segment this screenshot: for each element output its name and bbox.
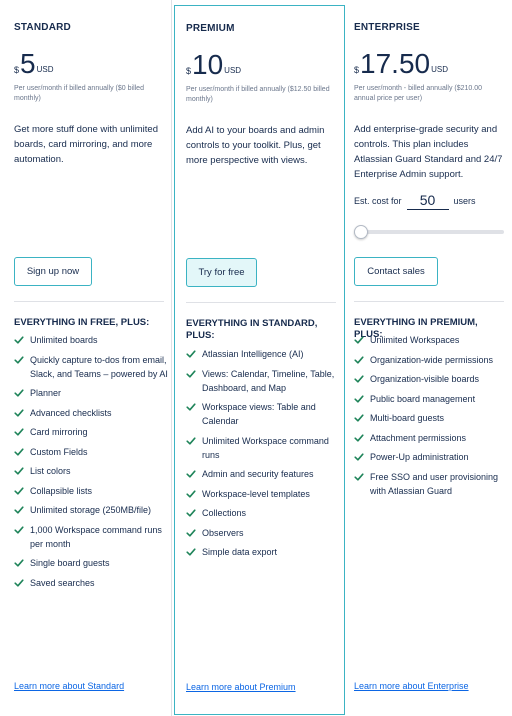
plan-name: PREMIUM	[186, 23, 235, 34]
feature-text: Attachment permissions	[370, 432, 467, 443]
check-icon	[14, 355, 24, 365]
check-icon	[14, 427, 24, 437]
check-icon	[14, 558, 24, 568]
feature-text: Collapsible lists	[30, 485, 93, 496]
feature-item	[354, 431, 509, 445]
feature-text: Unlimited Workspace command runs	[202, 435, 329, 460]
plan-price	[186, 51, 241, 79]
feature-item	[186, 347, 341, 361]
feature-list	[186, 347, 341, 565]
feature-item	[14, 425, 169, 439]
check-icon	[354, 413, 364, 423]
feature-text: Organization-visible boards	[370, 374, 480, 384]
feature-item	[186, 400, 341, 428]
feature-text: Saved searches	[30, 577, 95, 588]
feature-item	[14, 576, 169, 590]
check-icon	[186, 369, 196, 379]
features-heading: EVERYTHING IN PREMIUM, PLUS:	[354, 317, 478, 340]
feature-text: Public board management	[370, 393, 476, 404]
check-icon	[354, 452, 364, 462]
feature-item	[14, 503, 169, 517]
est-label: Est. cost for	[354, 196, 402, 206]
plan-description: Add enterprise-grade security and controls. This plan includes Atlassian Guard Standard and 24/7 Enterprise Admin support.	[354, 124, 503, 180]
price-amount: 5	[20, 48, 36, 79]
feature-text: Unlimited Workspaces	[370, 335, 460, 345]
check-icon	[186, 547, 196, 557]
features-heading: EVERYTHING IN STANDARD, PLUS:	[186, 318, 318, 341]
plan-description: Get more stuff done with unlimited boards, card mirroring, and more automation.	[14, 124, 158, 165]
contact-sales-button[interactable]: Contact sales	[354, 257, 438, 286]
feature-text: Free SSO and user provisioning with Atlassian Guard	[370, 471, 499, 496]
feature-item	[354, 450, 509, 464]
check-icon	[354, 374, 364, 384]
feature-text: Card mirroring	[30, 427, 88, 437]
feature-item	[14, 464, 169, 478]
feature-text: Admin and security features	[202, 469, 314, 479]
check-icon	[186, 489, 196, 499]
check-icon	[14, 466, 24, 476]
price-amount: 17.50	[360, 48, 431, 79]
plan-card-premium	[174, 5, 345, 715]
check-icon	[14, 486, 24, 496]
currency-code: USD	[224, 66, 242, 75]
check-icon	[14, 388, 24, 398]
feature-item	[354, 392, 509, 406]
feature-item	[186, 526, 341, 540]
feature-text: 1,000 Workspace command runs per month	[30, 524, 162, 549]
check-icon	[354, 472, 364, 482]
feature-text: Workspace-level templates	[202, 488, 310, 499]
feature-text: Power-Up administration	[370, 452, 469, 462]
features-heading: EVERYTHING IN FREE, PLUS:	[14, 317, 150, 328]
check-icon	[354, 394, 364, 404]
feature-text: List colors	[30, 466, 71, 476]
feature-item	[14, 406, 169, 420]
check-icon	[14, 505, 24, 515]
plan-card-enterprise	[345, 0, 512, 716]
feature-item	[186, 545, 341, 559]
feature-text: Planner	[30, 388, 62, 398]
check-icon	[354, 433, 364, 443]
plan-name: STANDARD	[14, 22, 71, 33]
user-count-slider[interactable]	[354, 225, 504, 239]
check-icon	[14, 447, 24, 457]
user-count-input[interactable]: 50	[407, 192, 449, 210]
feature-text: Atlassian Intelligence (AI)	[202, 349, 304, 359]
feature-item	[14, 386, 169, 400]
learn-more-premium-link[interactable]: Learn more about Premium	[186, 682, 296, 692]
slider-thumb[interactable]	[354, 225, 368, 239]
check-icon	[354, 335, 364, 345]
feature-item	[14, 333, 169, 347]
check-icon	[14, 525, 24, 535]
feature-text: Simple data export	[202, 547, 278, 557]
feature-item	[186, 506, 341, 520]
feature-text: Advanced checklists	[30, 407, 112, 418]
feature-list	[14, 333, 169, 595]
feature-item	[354, 470, 509, 498]
feature-item	[354, 372, 509, 386]
price-note: Per user/month if billed annually ($12.50 billed monthly)	[186, 86, 330, 103]
feature-item	[186, 434, 341, 462]
check-icon	[186, 469, 196, 479]
learn-more-enterprise-link[interactable]: Learn more about Enterprise	[354, 681, 469, 691]
feature-item	[14, 353, 169, 381]
feature-text: Views: Calendar, Timeline, Table, Dashboard, and Map	[202, 368, 335, 393]
feature-text: Single board guests	[30, 558, 110, 568]
check-icon	[14, 335, 24, 345]
currency-code: USD	[431, 65, 448, 74]
check-icon	[186, 402, 196, 412]
feature-text: Workspace views: Table and Calendar	[202, 402, 316, 426]
feature-text: Observers	[202, 527, 244, 538]
currency-symbol: $	[354, 65, 360, 75]
plan-price	[14, 50, 53, 78]
check-icon	[14, 408, 24, 418]
slider-track[interactable]	[354, 230, 504, 234]
feature-item	[186, 467, 341, 481]
price-amount: 10	[192, 49, 224, 80]
feature-item	[14, 445, 169, 459]
price-note: Per user/month - billed annually ($210.00 annual price per user)	[354, 85, 483, 102]
currency-symbol: $	[186, 66, 192, 76]
cost-estimator	[354, 192, 476, 210]
feature-text: Quickly capture to-dos from email, Slack, and Teams – powered by AI	[30, 354, 168, 379]
check-icon	[14, 578, 24, 588]
feature-text: Unlimited storage (250MB/file)	[30, 505, 152, 515]
divider	[354, 301, 504, 302]
feature-item	[186, 487, 341, 501]
feature-item	[14, 556, 169, 570]
feature-item	[354, 353, 509, 367]
feature-text: Multi-board guests	[370, 413, 445, 423]
check-icon	[186, 508, 196, 518]
feature-item	[14, 484, 169, 498]
try-for-free-button[interactable]: Try for free	[186, 258, 257, 287]
check-icon	[186, 528, 196, 538]
divider	[14, 301, 164, 302]
plan-card-standard	[0, 0, 172, 716]
feature-text: Organization-wide permissions	[370, 354, 494, 365]
currency-code: USD	[36, 65, 54, 74]
plan-description: Add AI to your boards and admin controls to your toolkit. Plus, get more perspective with views.	[186, 125, 325, 166]
currency-symbol: $	[14, 65, 20, 75]
learn-more-standard-link[interactable]: Learn more about Standard	[14, 681, 125, 691]
feature-item	[186, 367, 341, 395]
divider	[186, 302, 336, 303]
feature-text: Custom Fields	[30, 446, 88, 457]
check-icon	[186, 349, 196, 359]
plan-price	[354, 50, 448, 78]
feature-item	[354, 333, 509, 347]
plan-name: ENTERPRISE	[354, 22, 420, 33]
check-icon	[186, 436, 196, 446]
feature-text: Unlimited boards	[30, 335, 98, 345]
feature-item	[14, 523, 169, 551]
feature-list	[354, 333, 509, 503]
est-suffix: users	[453, 196, 476, 206]
sign-up-button[interactable]: Sign up now	[14, 257, 92, 286]
check-icon	[354, 355, 364, 365]
feature-item	[354, 411, 509, 425]
feature-text: Collections	[202, 508, 247, 518]
price-note: Per user/month if billed annually ($0 billed monthly)	[14, 85, 144, 102]
